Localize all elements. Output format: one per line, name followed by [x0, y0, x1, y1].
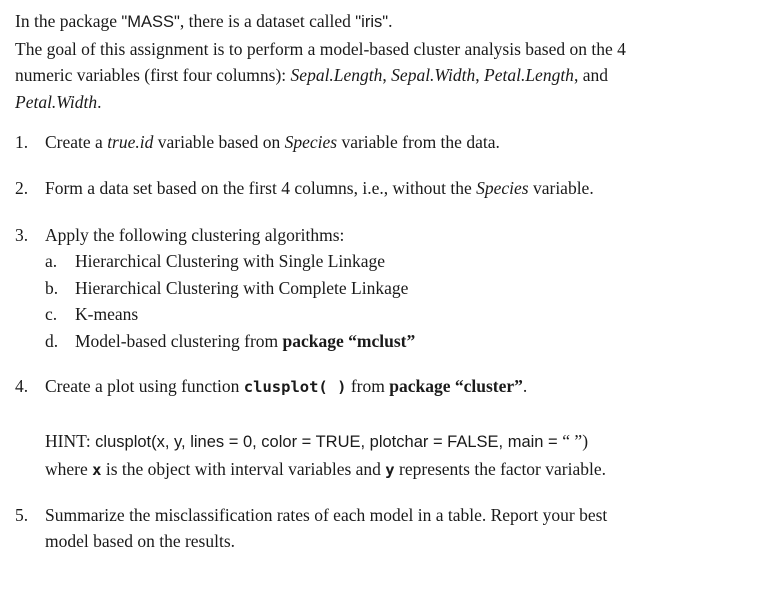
- var-species: Species: [284, 132, 338, 152]
- var-petal-width: Petal.Width: [15, 91, 98, 112]
- code-x: x: [92, 461, 102, 479]
- var-sepal-width: Sepal.Width: [391, 65, 476, 85]
- item-number: 2.: [15, 178, 29, 198]
- intro-line-4: Petal.Width.: [15, 91, 102, 112]
- intro-line-1: In the package "MASS", there is a dataset called "iris".: [15, 11, 393, 31]
- var-true-id: true.id: [107, 132, 154, 152]
- package-name-mass: "MASS": [121, 13, 180, 31]
- sub-item-d: d. Model-based clustering from package “mclust”: [45, 330, 416, 351]
- list-item-2: 2. Form a data set based on the first 4 columns, i.e., without the Species variable.: [15, 175, 755, 201]
- intro-paragraph: [15, 8, 755, 115]
- hint-line: HINT: clusplot(x, y, lines = 0, color = TRUE, plotchar = FALSE, main = “ ”): [45, 431, 589, 451]
- var-petal-length: Petal.Length: [484, 65, 574, 85]
- item-number: 4.: [15, 376, 29, 396]
- item-number: 5.: [15, 505, 29, 525]
- assignment-document: [15, 8, 755, 551]
- item-number: 3.: [15, 225, 29, 245]
- list-item-4: 4. Create a plot using function clusplot( ) from package “cluster”.: [15, 373, 755, 400]
- package-mclust: package “mclust”: [282, 330, 416, 351]
- var-sepal-length: Sepal.Length: [290, 65, 383, 85]
- dataset-name-iris: "iris": [355, 13, 389, 31]
- var-species: Species: [476, 178, 529, 198]
- hint-code: clusplot(x, y, lines = 0, color = TRUE, plotchar = FALSE, main =: [95, 433, 563, 451]
- sub-item-a: a. Hierarchical Clustering with Single Linkage: [45, 251, 386, 271]
- package-cluster: package “cluster”: [389, 376, 523, 396]
- hint-where-line: where x is the object with interval variables and y represents the factor variable.: [45, 459, 606, 479]
- sub-item-c: c. K-means: [45, 304, 139, 324]
- code-y: y: [385, 461, 395, 479]
- hint-block: [15, 428, 755, 484]
- item-number: 1.: [15, 132, 29, 152]
- intro-line-3: numeric variables (first four columns): Sepal.Length, Sepal.Width, Petal.Length, and: [15, 65, 608, 85]
- list-item-3: 3. Apply the following clustering algorithms: a. Hierarchical Clustering with Single Linkage b. Hierarchical Clustering with Complete Linkage c. K-means d. Model-based clustering from package “mclust”: [15, 222, 755, 354]
- function-clusplot: clusplot( ): [243, 378, 347, 396]
- sub-item-b: b. Hierarchical Clustering with Complete Linkage: [45, 277, 409, 298]
- list-item-1: 1. Create a true.id variable based on Species variable from the data.: [15, 129, 755, 155]
- list-item-5: 5. Summarize the misclassification rates of each model in a table. Report your best model based on the results.: [15, 502, 755, 554]
- intro-line-2: The goal of this assignment is to perform a model-based cluster analysis based on the 4: [15, 38, 626, 59]
